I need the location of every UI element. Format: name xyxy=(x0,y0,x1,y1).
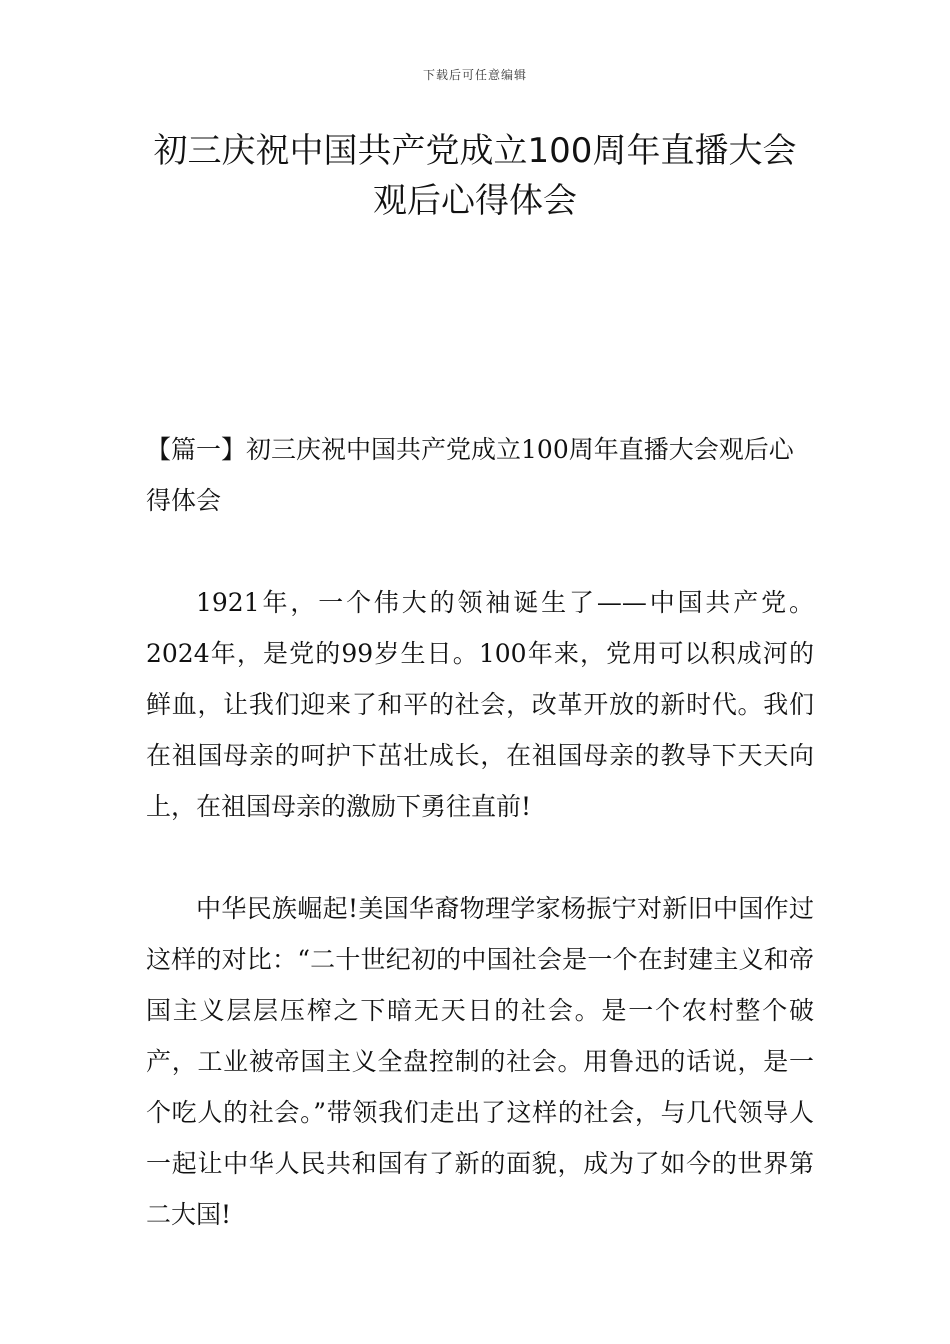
section-heading: 【篇一】初三庆祝中国共产党成立100周年直播大会观后心得体会 xyxy=(146,435,794,515)
document-title: 初三庆祝中国共产党成立100周年直播大会观后心得体会 xyxy=(153,131,797,221)
paragraph-2: 中华民族崛起!美国华裔物理学家杨振宁对新旧中国作过这样的对比：“二十世纪初的中国社会是一个在封建主义和帝国主义层层压榨之下暗无天日的社会。是一个农村整个破产，工业被帝国主义全盘控制的社会。用鲁迅的话说，是一个吃人的社会。”带领我们走出了这样的社会，与几代领导人一起让中华人民共和国有了新的面貌，成为了如今的世界第二大国! xyxy=(146,894,814,1229)
paragraph-1: 1921年，一个伟大的领袖诞生了——中国共产党。2024年，是党的99岁生日。100年来，党用可以积成河的鲜血，让我们迎来了和平的社会，改革开放的新时代。我们在祖国母亲的呵护下茁壮成长，在祖国母亲的教导下天天向上，在祖国母亲的激励下勇往直前! xyxy=(146,588,814,821)
header-note: 下载后可任意编辑 xyxy=(422,68,527,82)
document-body xyxy=(146,424,814,1291)
